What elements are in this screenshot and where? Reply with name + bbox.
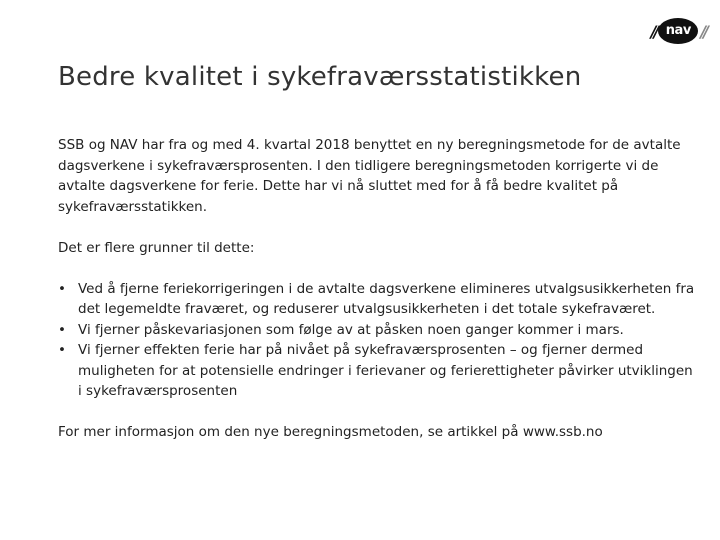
bullet-text: Ved å fjerne feriekorrigeringen i de avtalte dagsverkene elimineres utvalgsusikkerheten fra det legemeldte fraværet, og reduserer utvalgsusikkerheten i det totale sykefraværet.	[78, 280, 695, 317]
intro-paragraph: SSB og NAV har fra og med 4. kvartal 2018 benyttet en ny beregningsmetode for de avtalte dagsverkene i sykefraværsprosenten. I den tidligere beregningsmetoden korrigerte vi de avtalte dagsverkene for ferie. Dette har vi nå sluttet med for å få bedre kvalitet på sykefraværsstatikken.	[58, 137, 681, 215]
logo-badge: nav	[658, 18, 698, 44]
bullet-item	[58, 320, 700, 341]
bullet-text: Vi fjerner effekten ferie har på nivået på sykefraværsprosenten – og fjerner dermed muligheten for at potensielle endringer i ferievaner og ferierettigheter påvirker utviklingen i sykefraværsprosenten	[78, 342, 693, 399]
logo-right-marks: //	[700, 21, 706, 41]
reasons-list	[58, 279, 700, 402]
slide-body	[58, 135, 700, 442]
reasons-lead: Det er flere grunner til dette:	[58, 240, 255, 256]
slide-title: Bedre kvalitet i sykefraværsstatistikken	[58, 62, 582, 92]
bullet-dot: •	[58, 342, 66, 358]
bullet-dot: •	[58, 280, 66, 297]
logo-left-marks: //	[650, 21, 657, 41]
bullet-item	[58, 279, 700, 320]
bullet-item	[58, 340, 700, 402]
bullet-dot: •	[58, 321, 66, 338]
bullet-text: Vi fjerner påskevariasjonen som følge av at påsken noen ganger kommer i mars.	[78, 321, 624, 338]
more-info-paragraph: For mer informasjon om den nye beregningsmetoden, se artikkel på www.ssb.no	[58, 423, 603, 440]
nav-logo	[651, 18, 706, 44]
